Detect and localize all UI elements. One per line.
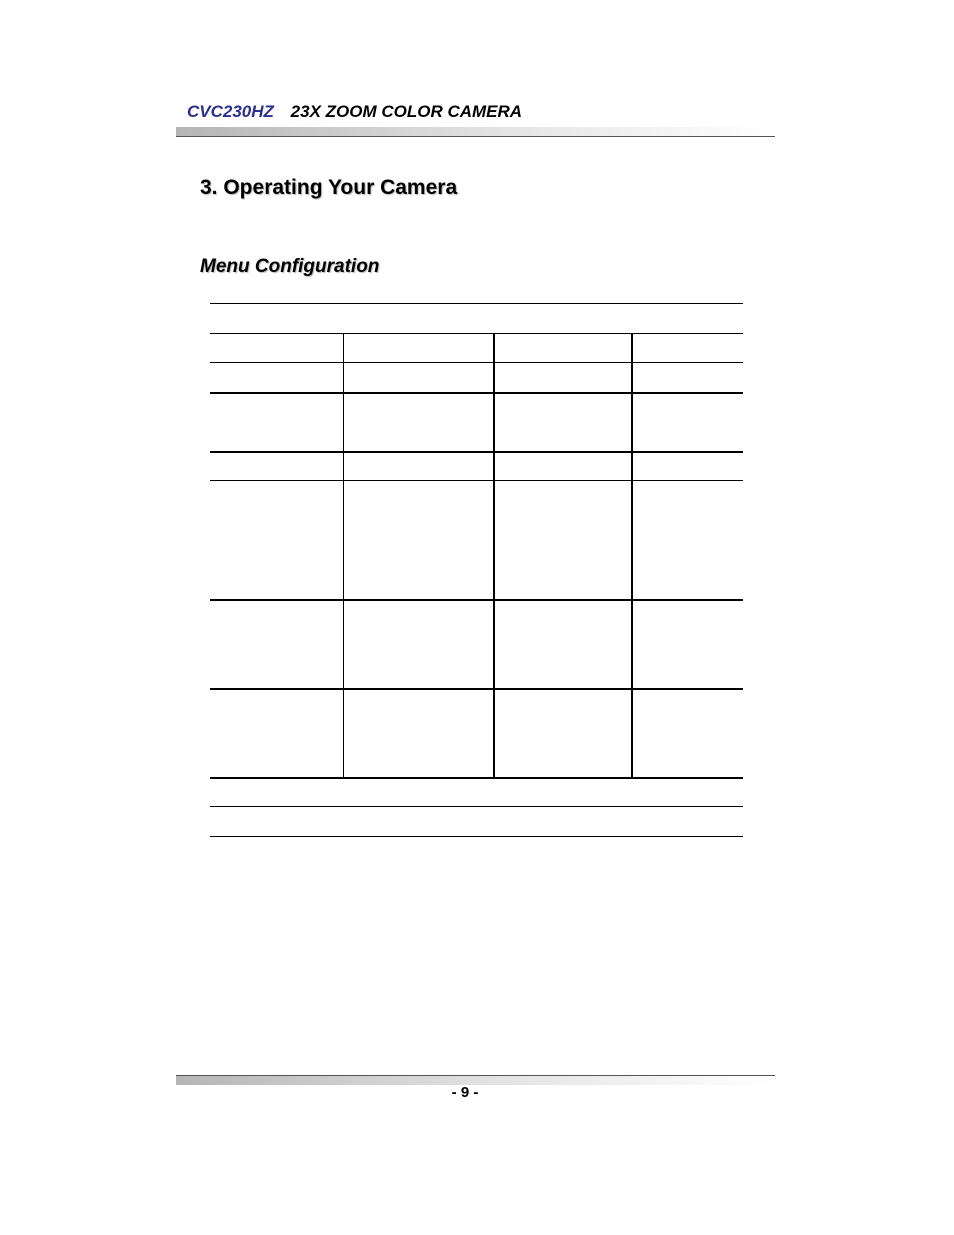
table-rule — [210, 806, 743, 807]
page-number: - 9 - — [451, 1084, 479, 1101]
section-title: 3. Operating Your Camera — [200, 176, 458, 199]
column-divider — [343, 333, 344, 777]
table-rule — [210, 392, 743, 394]
table-rule — [210, 303, 743, 304]
table-rule — [210, 451, 743, 453]
table-rule — [210, 362, 743, 363]
table-rule — [210, 599, 743, 601]
column-divider — [493, 333, 495, 777]
column-divider — [631, 333, 633, 777]
table-rule — [210, 836, 743, 837]
table-rule — [210, 480, 743, 481]
header-model: CVC230HZ — [187, 102, 274, 121]
table-rule — [210, 333, 743, 334]
table-rule — [210, 777, 743, 779]
table-rule — [210, 688, 743, 690]
header-rule — [176, 127, 775, 137]
header-title: 23X ZOOM COLOR CAMERA — [290, 102, 523, 121]
running-header — [187, 102, 522, 122]
subsection-title: Menu Configuration — [200, 256, 380, 277]
